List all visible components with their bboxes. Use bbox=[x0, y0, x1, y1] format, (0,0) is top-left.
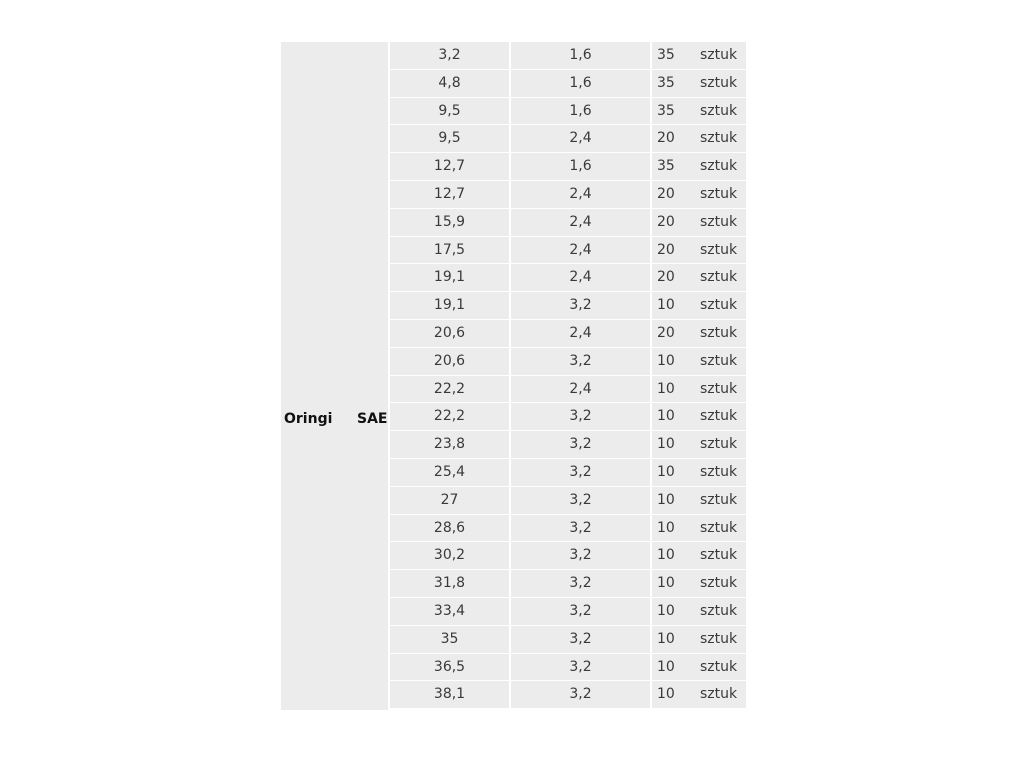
diameter-cell: 3,2 bbox=[388, 42, 509, 70]
table-row bbox=[388, 292, 746, 320]
thickness-cell: 2,4 bbox=[509, 320, 650, 348]
table-row bbox=[388, 70, 746, 98]
diameter-cell: 36,5 bbox=[388, 654, 509, 682]
unit-cell: sztuk bbox=[696, 125, 746, 153]
diameter-cell: 30,2 bbox=[388, 542, 509, 570]
table-row bbox=[388, 654, 746, 682]
thickness-cell: 2,4 bbox=[509, 125, 650, 153]
table-row bbox=[388, 542, 746, 570]
thickness-cell: 3,2 bbox=[509, 626, 650, 654]
diameter-cell: 25,4 bbox=[388, 459, 509, 487]
quantity-cell: 35 bbox=[650, 98, 696, 126]
unit-cell: sztuk bbox=[696, 320, 746, 348]
unit-cell: sztuk bbox=[696, 681, 746, 709]
unit-cell: sztuk bbox=[696, 70, 746, 98]
unit-cell: sztuk bbox=[696, 403, 746, 431]
table-row bbox=[388, 181, 746, 209]
unit-cell: sztuk bbox=[696, 42, 746, 70]
thickness-cell: 3,2 bbox=[509, 292, 650, 320]
thickness-cell: 3,2 bbox=[509, 515, 650, 543]
thickness-cell: 3,2 bbox=[509, 598, 650, 626]
quantity-cell: 35 bbox=[650, 42, 696, 70]
table-row bbox=[388, 98, 746, 126]
quantity-cell: 10 bbox=[650, 292, 696, 320]
diameter-cell: 12,7 bbox=[388, 181, 509, 209]
table-row bbox=[388, 431, 746, 459]
unit-cell: sztuk bbox=[696, 570, 746, 598]
diameter-cell: 28,6 bbox=[388, 515, 509, 543]
thickness-cell: 3,2 bbox=[509, 487, 650, 515]
thickness-cell: 3,2 bbox=[509, 570, 650, 598]
table-row bbox=[388, 681, 746, 709]
table-body bbox=[388, 42, 746, 709]
table-row bbox=[388, 626, 746, 654]
quantity-cell: 10 bbox=[650, 626, 696, 654]
thickness-cell: 1,6 bbox=[509, 42, 650, 70]
table-row bbox=[388, 209, 746, 237]
quantity-cell: 20 bbox=[650, 181, 696, 209]
unit-cell: sztuk bbox=[696, 626, 746, 654]
diameter-cell: 4,8 bbox=[388, 70, 509, 98]
quantity-cell: 10 bbox=[650, 376, 696, 404]
diameter-cell: 15,9 bbox=[388, 209, 509, 237]
diameter-cell: 38,1 bbox=[388, 681, 509, 709]
table-row bbox=[388, 348, 746, 376]
quantity-cell: 20 bbox=[650, 237, 696, 265]
thickness-cell: 1,6 bbox=[509, 153, 650, 181]
table-row bbox=[388, 264, 746, 292]
unit-cell: sztuk bbox=[696, 376, 746, 404]
diameter-cell: 33,4 bbox=[388, 598, 509, 626]
quantity-cell: 10 bbox=[650, 542, 696, 570]
diameter-cell: 20,6 bbox=[388, 320, 509, 348]
quantity-cell: 20 bbox=[650, 209, 696, 237]
diameter-cell: 19,1 bbox=[388, 292, 509, 320]
thickness-cell: 3,2 bbox=[509, 348, 650, 376]
thickness-cell: 3,2 bbox=[509, 459, 650, 487]
quantity-cell: 20 bbox=[650, 125, 696, 153]
quantity-cell: 35 bbox=[650, 70, 696, 98]
quantity-cell: 35 bbox=[650, 153, 696, 181]
unit-cell: sztuk bbox=[696, 98, 746, 126]
diameter-cell: 31,8 bbox=[388, 570, 509, 598]
thickness-cell: 3,2 bbox=[509, 431, 650, 459]
table-row bbox=[388, 570, 746, 598]
table-row bbox=[388, 459, 746, 487]
oring-size-table bbox=[281, 42, 746, 710]
diameter-cell: 22,2 bbox=[388, 403, 509, 431]
quantity-cell: 10 bbox=[650, 403, 696, 431]
quantity-cell: 10 bbox=[650, 654, 696, 682]
table-row bbox=[388, 487, 746, 515]
thickness-cell: 2,4 bbox=[509, 209, 650, 237]
table-row bbox=[388, 125, 746, 153]
quantity-cell: 10 bbox=[650, 681, 696, 709]
diameter-cell: 9,5 bbox=[388, 125, 509, 153]
thickness-cell: 3,2 bbox=[509, 654, 650, 682]
thickness-cell: 3,2 bbox=[509, 542, 650, 570]
thickness-cell: 2,4 bbox=[509, 376, 650, 404]
quantity-cell: 10 bbox=[650, 459, 696, 487]
unit-cell: sztuk bbox=[696, 542, 746, 570]
diameter-cell: 27 bbox=[388, 487, 509, 515]
unit-cell: sztuk bbox=[696, 292, 746, 320]
quantity-cell: 20 bbox=[650, 320, 696, 348]
thickness-cell: 2,4 bbox=[509, 264, 650, 292]
table-row bbox=[388, 376, 746, 404]
thickness-cell: 3,2 bbox=[509, 681, 650, 709]
unit-cell: sztuk bbox=[696, 459, 746, 487]
table-row bbox=[388, 42, 746, 70]
quantity-cell: 10 bbox=[650, 348, 696, 376]
thickness-cell: 2,4 bbox=[509, 181, 650, 209]
thickness-cell: 1,6 bbox=[509, 70, 650, 98]
unit-cell: sztuk bbox=[696, 209, 746, 237]
diameter-cell: 12,7 bbox=[388, 153, 509, 181]
unit-cell: sztuk bbox=[696, 598, 746, 626]
diameter-cell: 35 bbox=[388, 626, 509, 654]
thickness-cell: 1,6 bbox=[509, 98, 650, 126]
quantity-cell: 10 bbox=[650, 570, 696, 598]
unit-cell: sztuk bbox=[696, 181, 746, 209]
category-label: Oringi bbox=[284, 411, 333, 427]
quantity-cell: 20 bbox=[650, 264, 696, 292]
thickness-cell: 3,2 bbox=[509, 403, 650, 431]
unit-cell: sztuk bbox=[696, 431, 746, 459]
table-row bbox=[388, 320, 746, 348]
diameter-cell: 20,6 bbox=[388, 348, 509, 376]
unit-cell: sztuk bbox=[696, 487, 746, 515]
unit-cell: sztuk bbox=[696, 654, 746, 682]
table-row bbox=[388, 237, 746, 265]
quantity-cell: 10 bbox=[650, 515, 696, 543]
table-row bbox=[388, 403, 746, 431]
unit-cell: sztuk bbox=[696, 153, 746, 181]
table-row bbox=[388, 515, 746, 543]
unit-cell: sztuk bbox=[696, 515, 746, 543]
unit-cell: sztuk bbox=[696, 348, 746, 376]
standard-label: SAE bbox=[357, 411, 388, 427]
quantity-cell: 10 bbox=[650, 487, 696, 515]
quantity-cell: 10 bbox=[650, 431, 696, 459]
unit-cell: sztuk bbox=[696, 264, 746, 292]
diameter-cell: 9,5 bbox=[388, 98, 509, 126]
table-row bbox=[388, 153, 746, 181]
unit-cell: sztuk bbox=[696, 237, 746, 265]
diameter-cell: 23,8 bbox=[388, 431, 509, 459]
diameter-cell: 17,5 bbox=[388, 237, 509, 265]
diameter-cell: 19,1 bbox=[388, 264, 509, 292]
thickness-cell: 2,4 bbox=[509, 237, 650, 265]
diameter-cell: 22,2 bbox=[388, 376, 509, 404]
table-row bbox=[388, 598, 746, 626]
group-cell bbox=[281, 42, 388, 710]
quantity-cell: 10 bbox=[650, 598, 696, 626]
